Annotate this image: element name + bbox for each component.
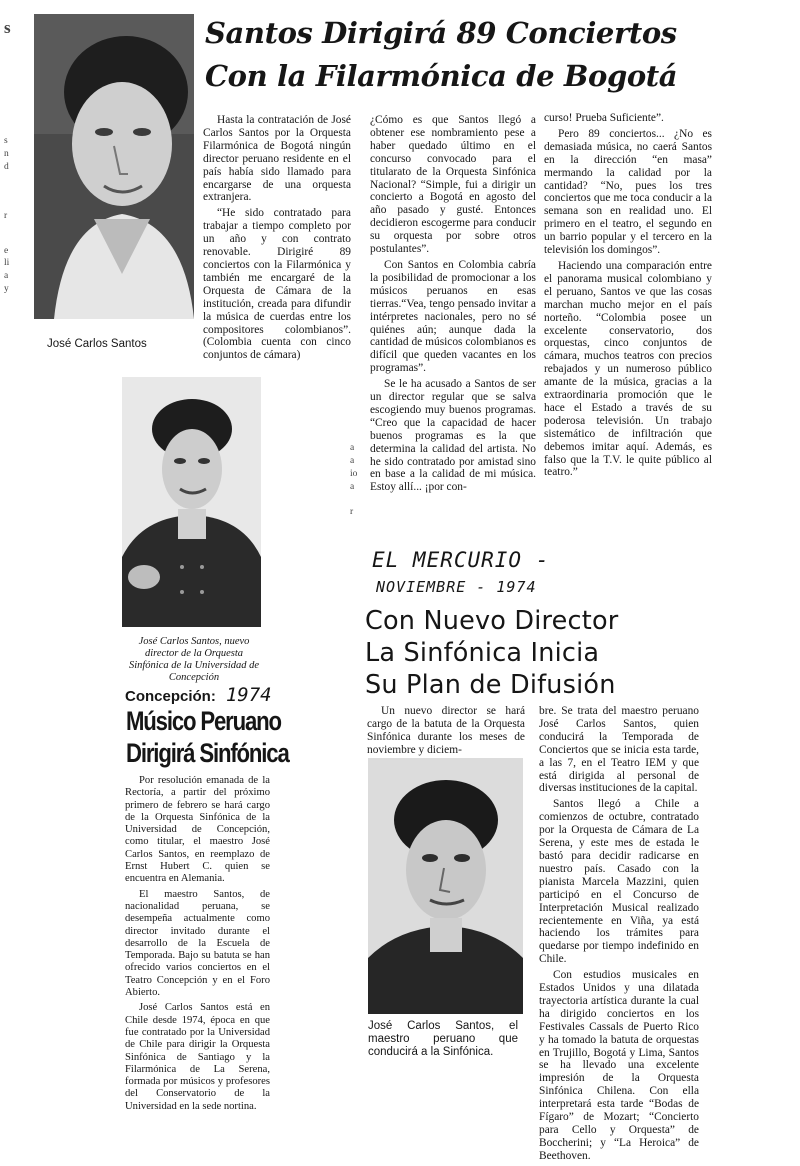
paragraph: Pero 89 conciertos... ¿No es demasiada música, no caerá Santos en la dirección “en masa” mermando la calidad por la cantidad? “No, pues los tres conciertos que me toca conducir a la semana son en realidad uno. El primero en el teatro, el segundo en un barrio popular y el tercero en la televisión los domingos”.: [544, 127, 712, 257]
clip3-intro: [367, 705, 525, 760]
headline-1-line-1: Santos Dirigirá 89 Conciertos: [205, 16, 677, 50]
paragraph: Un nuevo director se hará cargo de la batuta de la Orquesta Sinfónica durante los meses de noviembre y diciem-: [367, 705, 525, 756]
handwritten-source: EL MERCURIO -: [372, 548, 550, 572]
fragment: e: [4, 245, 9, 256]
paragraph: Por resolución emanada de la Rectoría, a partir del próximo primero de febrero se hará cargo de la Orquesta Sinfónica de la Universidad de Concepción, como titular, el maestro José Carlos Santos, en reemplazo de Ernst Hubert C. quien se encuentra en Alemania.: [125, 775, 270, 885]
fragment: a: [350, 443, 355, 453]
paragraph: bre. Se trata del maestro peruano José Carlos Santos, quien conducirá la Temporada de Conciertos que se inicia esta tarde, a las 7, en el Teatro IEM y que está dirigida al personal de diversas instituciones de la capital.: [539, 705, 699, 795]
headline-3-line-2: La Sinfónica Inicia: [365, 638, 600, 668]
paragraph: ¿Cómo es que Santos llegó a obtener ese nombramiento pese a haber quedado último en el concurso convocado para el titularato de la Orquesta Sinfónica Nacional? “Simple, fui a dirigir un concierto a Bogotá en agosto del año pasado y gusté. Entonces decidieron escogerme para conducir su orquesta por sobre otros postulantes”.: [370, 114, 536, 256]
fragment: li: [4, 258, 10, 269]
paragraph: Santos llegó a Chile a comienzos de octubre, contratado por la Orquesta de Cámara de La Serena, y este mes de estada le bastó para decidir radicarse en nuestro país. Casado con la pianista Marcela Mazzini, quien participó en el Concurso de Interpretación Musical realizado recientemente en Viña, ya está haciendo los trámites para quedarse por tiempo indefinido en Chile.: [539, 798, 699, 966]
headline-1-line-2: Con la Filarmónica de Bogotá: [205, 59, 678, 93]
handwritten-date: NOVIEMBRE - 1974: [376, 578, 537, 596]
handwritten-year: 1974: [225, 684, 272, 706]
paragraph: “He sido contratado para trabajar a tiempo completo por un año y con contrato renovable. Dirigiré 89 conciertos con la Filarmónica y también me encargaré de la Orquesta de Cámara de la institución, creada para difundir la música de cuerdas entre los compositores colombianos”. (Colombia cuenta con cinco conjuntos de cámara): [203, 207, 351, 362]
portrait-photo-2: [122, 377, 261, 627]
photo-caption-2: José Carlos Santos, nuevo director de la Orquesta Sinfónica de la Universidad de Concepción: [128, 636, 260, 683]
portrait-photo-1: [34, 14, 194, 319]
clip2-body: [125, 775, 270, 1116]
mid-margin-fragments: [350, 442, 364, 519]
photo-caption-3: José Carlos Santos, el maestro peruano que conducirá a la Sinfónica.: [368, 1020, 518, 1058]
fragment: d: [4, 161, 9, 172]
photo-caption-1: José Carlos Santos: [47, 338, 147, 350]
dateline-label: Concepción:: [125, 688, 216, 705]
paragraph: Con estudios musicales en Estados Unidos y una dilatada trayectoria artística durante la cual ha dirigido conciertos en los Festivales Cassals de Puerto Rico y ha tomado la batuta de orquestas en Trujillo, Bogotá y Lima, Santos se ha llevado una excelente impresión de la Orquesta Sinfónica Chilena. Con ella interpretará esta tarde “Bodas de Fígaro” de Mozart; “Concierto para Cello y Orquesta” de Boccherini; y “La Heroica” de Beethoven.: [539, 969, 699, 1162]
headline-3-line-1: Con Nuevo Director: [365, 606, 619, 636]
dateline-2: [125, 684, 272, 706]
clip1-column-1: [203, 114, 351, 365]
paragraph: Con Santos en Colombia cabría la posibilidad de promocionar a los músicos peruanos en esas tierras.“Vea, tengo pensado invitar a intérpretes nacionales, pero no sé quiénes aún; aunque dada la cantidad de músicos colombianos es difícil que queden vacantes en los programas”.: [370, 258, 536, 375]
fragment: a: [350, 455, 355, 466]
paragraph: Se le ha acusado a Santos de ser un director regular que se salva escogiendo muy buenos programas. “Creo que la capacidad de hacer buenos programas es la que determina la calidad del artista. No he sido contratado por amistad sino en base a la calidad de mi música. Estoy allí... ¡por con-: [370, 378, 536, 494]
fragment: a: [350, 481, 355, 492]
headline-3-line-3: Su Plan de Difusión: [365, 670, 616, 700]
fragment: a: [4, 271, 9, 282]
headline-2-line-1: Músico Peruano: [126, 706, 281, 736]
paragraph: curso! Prueba Suficiente”.: [544, 112, 664, 124]
clip3-column-right: [539, 705, 699, 1166]
fragment: s: [4, 135, 8, 146]
portrait-photo-3: [368, 758, 523, 1014]
fragment: y: [4, 284, 9, 295]
fragment: r: [350, 506, 354, 517]
fragment: r: [4, 210, 8, 221]
paragraph: Haciendo una comparación entre el panorama musical colombiano y el peruano, Santos ve que las cosas marchan mucho mejor en el país norteño. “Colombia posee un excelente conservatorio, dos orquestas, cinco conjuntos de cámara, muchos teatros con precios rebajados y un numeroso público amante de la música, gracias a la extraordinaria promoción que le hace el Estado a través de su poderosa televisión. Un trabajo sistemático de infiltración que debemos imitar aquí. Además, es falso que la T.V. le quite público al teatro.”: [544, 259, 712, 479]
clip1-column-2: [370, 114, 536, 497]
paragraph: El maestro Santos, de nacionalidad peruana, se desempeña actualmente como director invitado durante el desarrollo de la Escuela de Temporada. Bajo su batuta se han ofrecido varios conciertos en el Teatro Concepción y en el Foro Abierto.: [125, 888, 270, 999]
paragraph: Hasta la contratación de José Carlos Santos por la Orquesta Filarmónica de Bogotá ningún director peruano residente en el país había sido llamado para encargarse de una orquesta extranjera.: [203, 114, 351, 204]
paragraph: José Carlos Santos está en Chile desde 1974, época en que fue contratado por la Universidad de Chile para dirigir la Orquesta Sinfónica de Santiago y la Filarmónica de La Serena, formada por músicos y profesores del Conservatorio de la Universidad en la sede nortina.: [125, 1002, 270, 1112]
headline-2-line-2: Dirigirá Sinfónica: [126, 738, 289, 768]
fragment: s: [4, 18, 11, 37]
clip1-column-3: [544, 112, 712, 482]
fragment: n: [4, 148, 9, 159]
left-margin-fragments: [4, 18, 18, 296]
fragment: io: [350, 468, 358, 479]
